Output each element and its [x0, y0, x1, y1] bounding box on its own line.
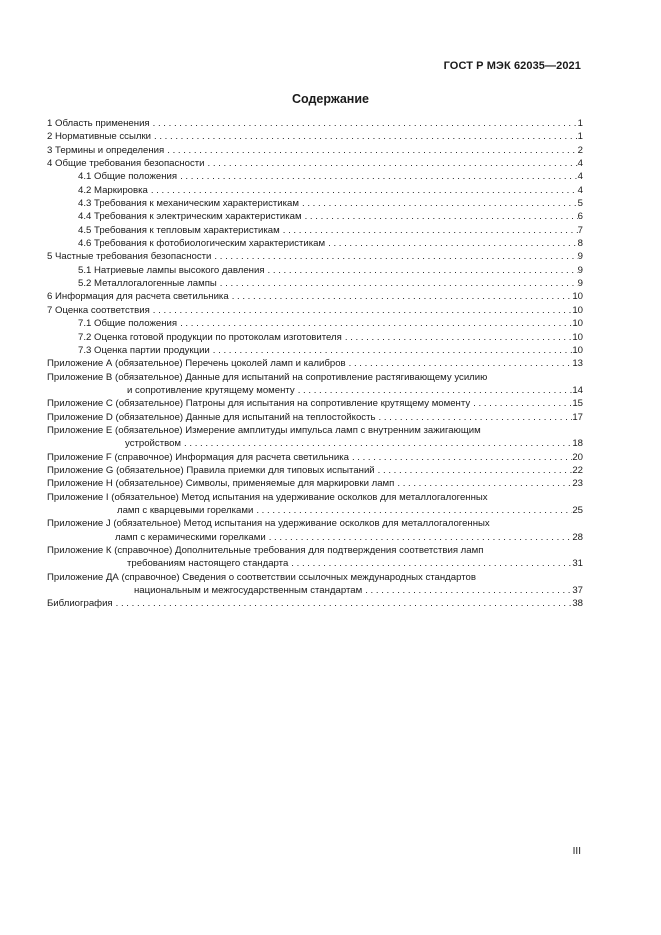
toc-entry[interactable]: 1 Область применения . . . 1	[47, 117, 583, 130]
toc-bibliography[interactable]: Библиография . . . 38	[47, 597, 583, 610]
toc-subentry[interactable]: 4.5 Требования к тепловым характеристикам . . . 7	[47, 224, 583, 237]
toc-entry[interactable]: 6 Информация для расчета светильника . . . 10	[47, 290, 583, 303]
toc-entry[interactable]: 2 Нормативные ссылки . . . 1	[47, 130, 583, 143]
toc-entry[interactable]: 5 Частные требования безопасности . . . 9	[47, 250, 583, 263]
document-header: ГОСТ Р МЭК 62035—2021	[443, 60, 581, 72]
toc-appendix-da[interactable]: Приложение ДА (справочное) Сведения о соответствии ссылочных международных стандартов национальным и межгосударственным стандартам . . . 37	[47, 571, 583, 598]
toc-appendix-i[interactable]: Приложение I (обязательное) Метод испытания на удерживание осколков для металлогалогенных ламп с кварцевыми горелками . . . 25	[47, 491, 583, 518]
toc-subentry[interactable]: 7.1 Общие положения . . . 10	[47, 317, 583, 330]
toc-subentry[interactable]: 4.1 Общие положения . . . 4	[47, 170, 583, 183]
page-number: III	[572, 846, 581, 857]
toc-appendix-c[interactable]: Приложение С (обязательное) Патроны для испытания на сопротивление крутящему моменту . . . 15	[47, 397, 583, 410]
toc-appendix-k[interactable]: Приложение К (справочное) Дополнительные требования для подтверждения соответствия ламп требованиям настоящего стандарта . . . 31	[47, 544, 583, 571]
toc-subentry[interactable]: 7.3 Оценка партии продукции . . . 10	[47, 344, 583, 357]
toc-entry[interactable]: 4 Общие требования безопасности . . . 4	[47, 157, 583, 170]
toc-appendix-b[interactable]: Приложение В (обязательное) Данные для испытаний на сопротивление растягивающему усилию и сопротивление крутящему моменту . . . 14	[47, 371, 583, 398]
toc-appendix-h[interactable]: Приложение Н (обязательное) Символы, применяемые для маркировки ламп . . . 23	[47, 477, 583, 490]
page-title: Содержание	[291, 92, 369, 106]
toc-appendix-e[interactable]: Приложение Е (обязательное) Измерение амплитуды импульса ламп с внутренним зажигающим устройством . . . 18	[47, 424, 583, 451]
toc-subentry[interactable]: 5.1 Натриевые лампы высокого давления . . . 9	[47, 264, 583, 277]
toc-subentry[interactable]: 4.6 Требования к фотобиологическим характеристикам . . . 8	[47, 237, 583, 250]
toc-subentry[interactable]: 4.4 Требования к электрическим характеристикам . . . 6	[47, 210, 583, 223]
toc-subentry[interactable]: 5.2 Металлогалогенные лампы . . . 9	[47, 277, 583, 290]
table-of-contents	[47, 117, 583, 611]
toc-appendix-a[interactable]: Приложение А (обязательное) Перечень цоколей ламп и калибров . . . 13	[47, 357, 583, 370]
toc-appendix-g[interactable]: Приложение G (обязательное) Правила приемки для типовых испытаний . . . 22	[47, 464, 583, 477]
toc-entry[interactable]: 3 Термины и определения . . . 2	[47, 144, 583, 157]
toc-entry[interactable]: 7 Оценка соответствия . . . 10	[47, 304, 583, 317]
toc-appendix-j[interactable]: Приложение J (обязательное) Метод испытания на удерживание осколков для металлогалогенных ламп с керамическими горелками . . . 28	[47, 517, 583, 544]
toc-subentry[interactable]: 4.2 Маркировка . . . 4	[47, 184, 583, 197]
toc-subentry[interactable]: 7.2 Оценка готовой продукции по протоколам изготовителя . . . 10	[47, 331, 583, 344]
toc-subentry[interactable]: 4.3 Требования к механическим характеристикам . . . 5	[47, 197, 583, 210]
toc-appendix-d[interactable]: Приложение D (обязательное) Данные для испытаний на теплостойкость . . . 17	[47, 411, 583, 424]
toc-appendix-f[interactable]: Приложение F (справочное) Информация для расчета светильника . . . 20	[47, 451, 583, 464]
